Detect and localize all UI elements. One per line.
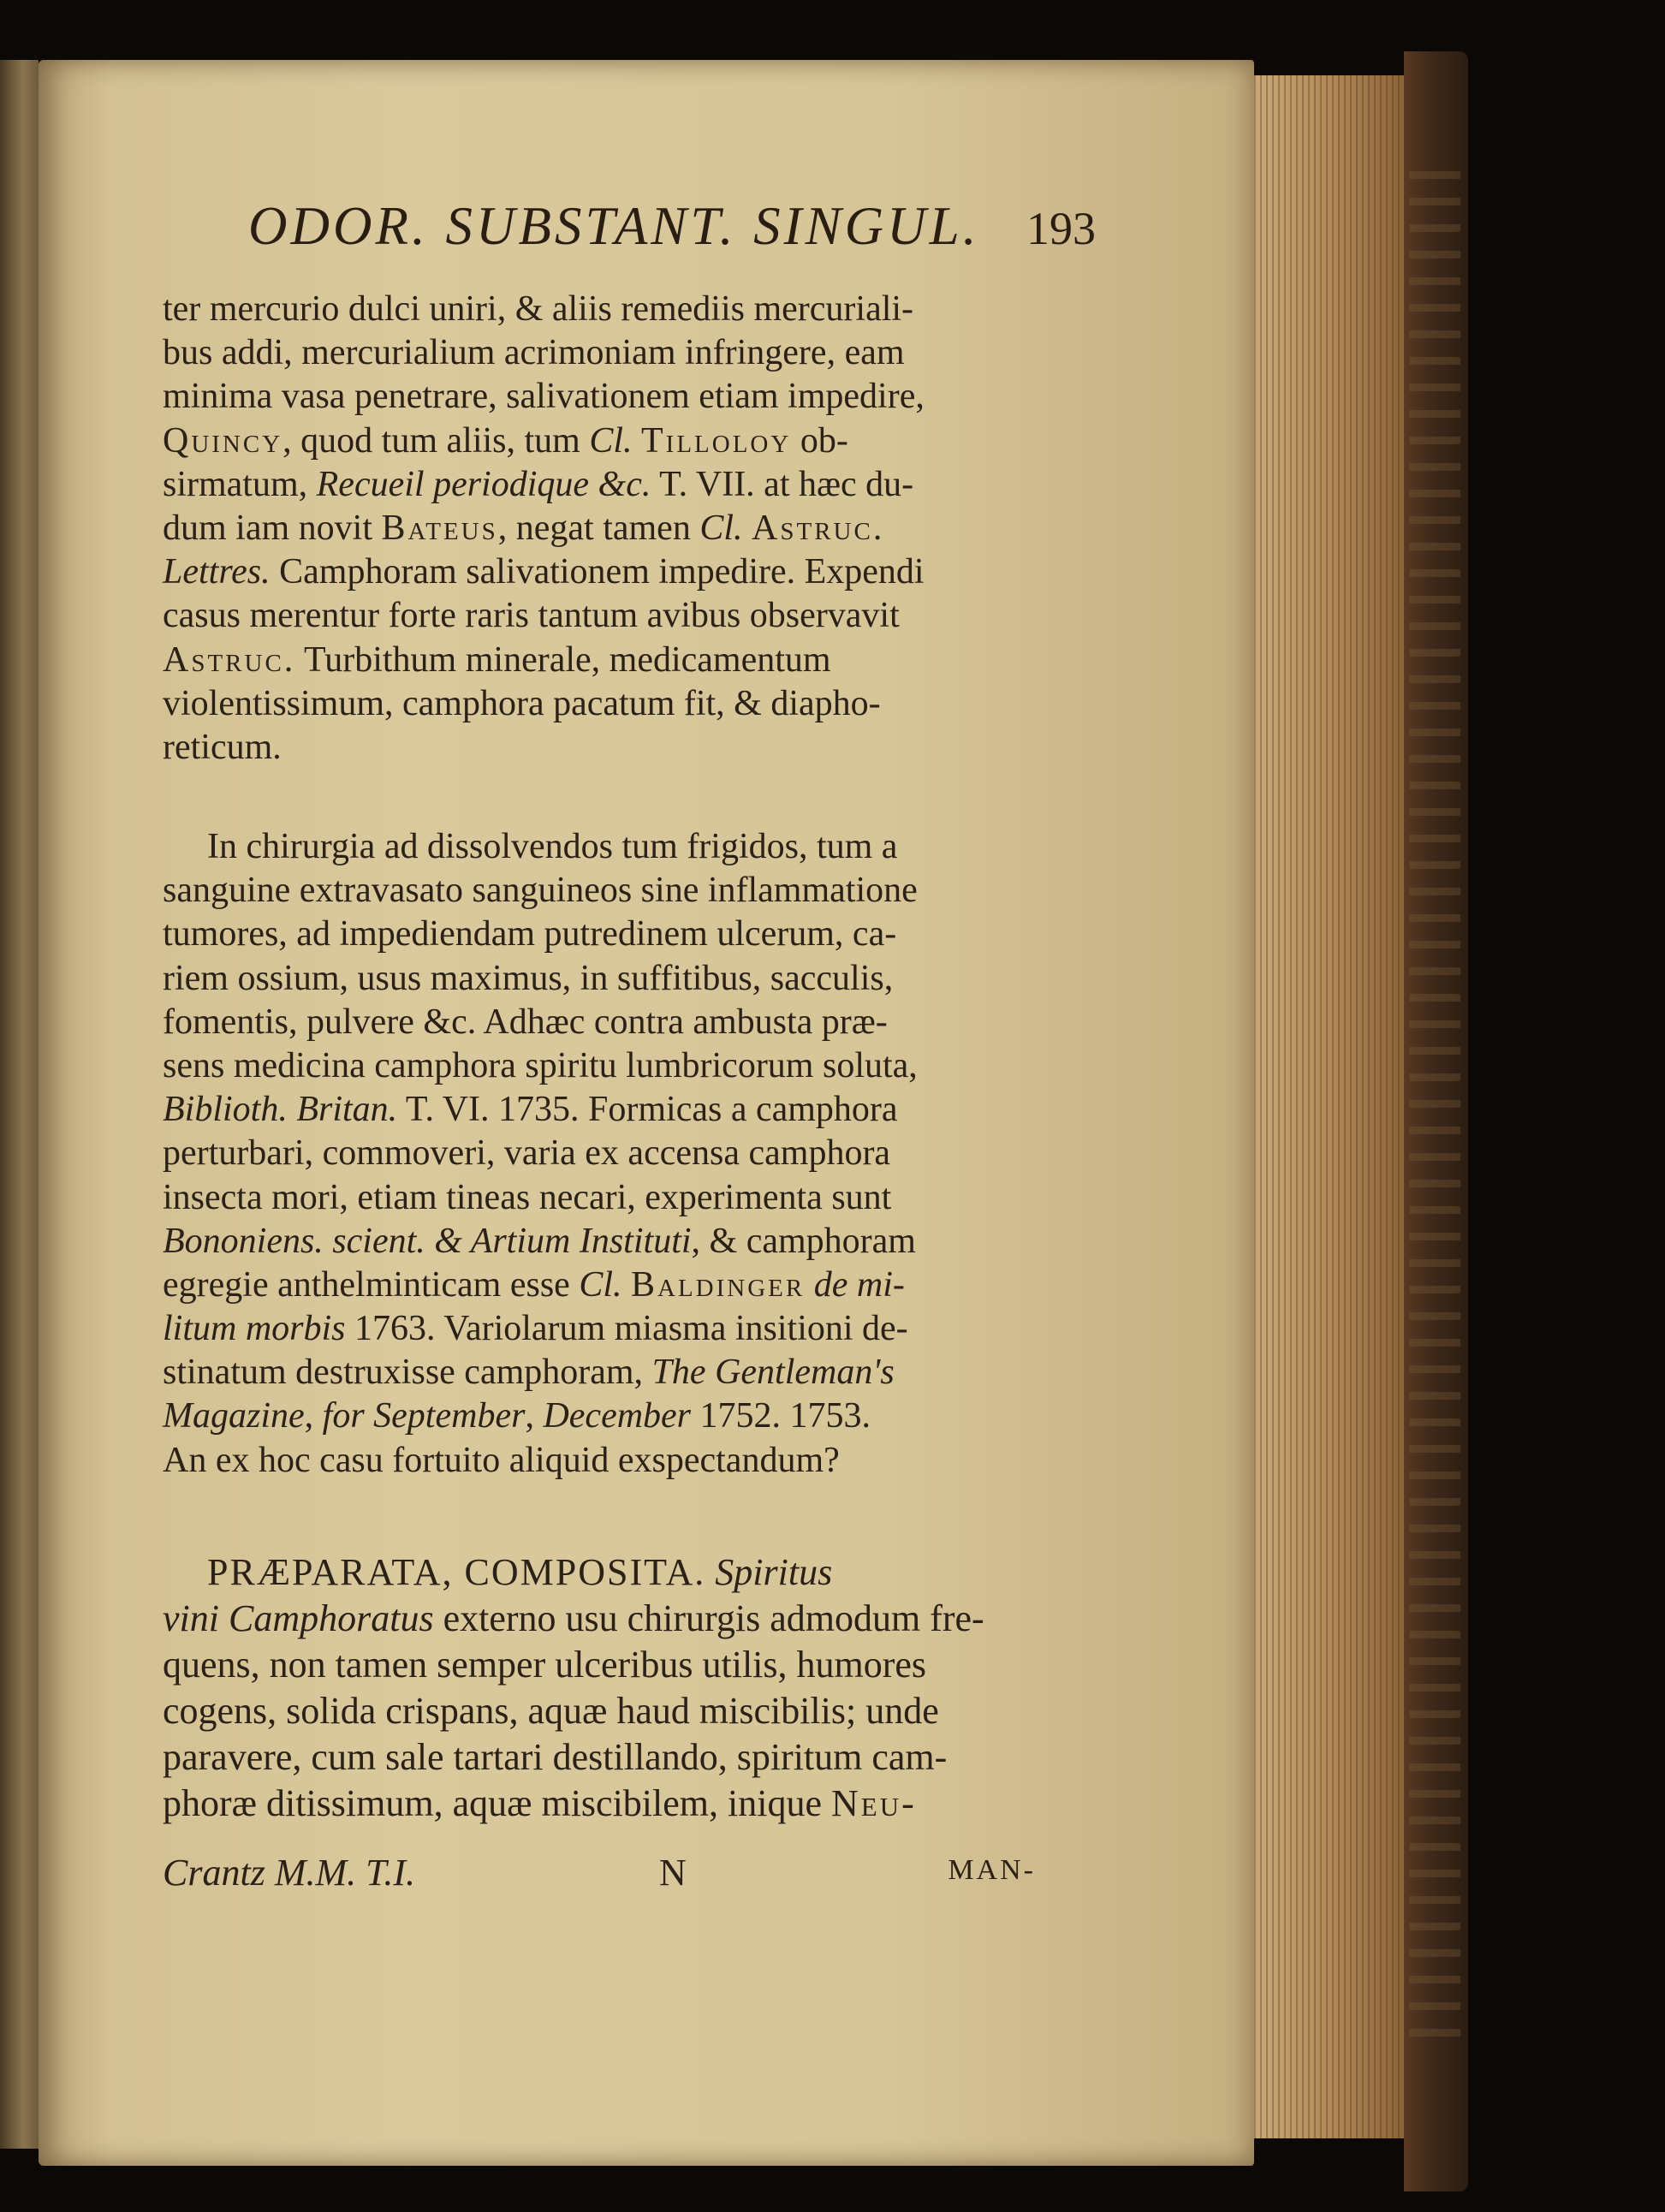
italic-run: Cl. [579, 1264, 622, 1305]
text-line [163, 1176, 1070, 1220]
text-line [163, 1549, 1070, 1596]
printer-signature: Crantz M.M. T.I. [163, 1852, 415, 1894]
text-line [163, 1781, 1070, 1827]
catchword: MAN- [948, 1854, 1036, 1886]
text-run: , & camphoram [691, 1221, 916, 1261]
text-line [163, 288, 1070, 331]
text-run: 1752. 1753. [691, 1396, 871, 1436]
italic-run: Spiritus [715, 1551, 833, 1593]
text-run: sens medicina camphora spiritu lumbricorum soluta, [163, 1045, 918, 1085]
text-line [163, 1132, 1070, 1175]
text-line [163, 1044, 1070, 1088]
text-line [163, 1351, 1070, 1394]
italic-run: Bononiens. scient. & Artium Instituti [163, 1221, 692, 1261]
text-run: quens, non tamen semper ulceribus utilis, humores [163, 1644, 927, 1686]
text-run: bus addi, mercurialium acrimoniam infringere, eam [163, 333, 905, 373]
italic-run: The Gentleman's [651, 1353, 895, 1393]
text-run: externo usu chirurgis admodum fre- [433, 1597, 984, 1639]
text-run: sanguine extravasato sanguineos sine inflammatione [163, 871, 918, 911]
text-line [163, 1642, 1070, 1688]
text-line [163, 825, 1070, 869]
small-caps-run: Tilloloy [641, 420, 792, 461]
text-run [705, 1551, 715, 1593]
text-run [805, 1265, 814, 1305]
text-run: sirmatum, [163, 464, 317, 504]
italic-run: Magazine [163, 1396, 305, 1436]
text-line [163, 1688, 1070, 1734]
text-line [163, 1307, 1070, 1351]
text-line [163, 1734, 1070, 1781]
text-run: fomentis, pulvere &c. Adhæc contra ambusta præ- [163, 1002, 888, 1042]
text-run: cogens, solida crispans, aquæ haud miscibilis; unde [163, 1690, 939, 1732]
text-line [163, 419, 1070, 463]
text-line [163, 682, 1070, 726]
small-caps-run: Bateus [381, 508, 498, 548]
text-run: riem ossium, usus maximus, in suffitibus, sacculis, [163, 958, 894, 998]
page-edges [1254, 75, 1408, 2138]
small-caps-run: Quincy [163, 420, 283, 461]
text-run: stinatum destruxisse camphoram, [163, 1353, 652, 1393]
small-caps-run: Baldinger [631, 1264, 806, 1305]
text-line [163, 1596, 1070, 1642]
italic-run: de mi- [813, 1264, 905, 1305]
text-run: perturbari, commoveri, varia ex accensa camphora [163, 1133, 891, 1174]
text-run: ob- [791, 420, 848, 461]
text-line [163, 869, 1070, 913]
italic-run: December [543, 1396, 692, 1436]
signature-mark: N [659, 1852, 687, 1894]
text-run: reticum. [163, 727, 282, 767]
running-title: ODOR. SUBSTANT. SINGUL. [248, 196, 980, 256]
text-line [163, 463, 1070, 507]
text-line [163, 507, 1070, 550]
paragraph [163, 288, 1070, 770]
text-run: Camphoram salivationem impedire. Expendi [270, 552, 925, 592]
text-line [163, 1220, 1070, 1264]
text-run: T. VI. 1735. Formicas a camphora [397, 1090, 898, 1130]
text-run: casus merentur forte raris tantum avibus observavit [163, 596, 900, 636]
text-line [163, 1001, 1070, 1044]
text-line [163, 1264, 1070, 1307]
small-caps-run: Astruc. [163, 639, 296, 680]
text-run: , [525, 1396, 544, 1436]
text-run: An ex hoc casu fortuito aliquid exspectandum? [163, 1440, 840, 1480]
text-line [163, 1088, 1070, 1132]
paragraph [163, 825, 1070, 1483]
text-run: Turbithum minerale, medicamentum [295, 639, 831, 680]
text-run: ter mercurio dulci uniri, & aliis remediis mercuriali- [163, 289, 914, 329]
text-run: , quod tum aliis, tum [282, 420, 590, 461]
text-line [163, 1394, 1070, 1438]
italic-run: litum morbis [163, 1309, 346, 1349]
cover-texture [1409, 171, 1460, 2054]
text-line [163, 331, 1070, 375]
paragraph [163, 1549, 1070, 1827]
text-line [163, 913, 1070, 956]
text-line [163, 594, 1070, 638]
text-line [163, 375, 1070, 419]
italic-run: Lettres. [163, 552, 271, 592]
small-caps-run: Astruc. [752, 508, 885, 548]
page-number: 193 [1026, 203, 1096, 254]
text-run: paravere, cum sale tartari destillando, spiritum cam- [163, 1736, 948, 1778]
text-run: , negat tamen [497, 508, 700, 548]
text-run: phoræ ditissimum, aquæ miscibilem, inique [163, 1782, 831, 1824]
text-run: , [304, 1396, 323, 1436]
italic-run: Cl. [589, 420, 633, 461]
text-line [163, 957, 1070, 1001]
text-line [163, 550, 1070, 594]
text-run [633, 421, 642, 461]
page-footer [163, 1851, 1070, 1902]
text-run: egregie anthelminticam esse [163, 1264, 580, 1305]
text-line [163, 639, 1070, 682]
text-run: minima vasa penetrare, salivationem etiam impedire, [163, 377, 925, 417]
text-run: tumores, ad impediendam putredinem ulcerum, ca- [163, 914, 897, 954]
heading-run: PRÆPARATA, COMPOSITA. [207, 1551, 706, 1593]
text-run: dum iam novit [163, 508, 382, 548]
italic-run: Recueil periodique &c. [316, 464, 651, 504]
italic-run: Cl. [699, 508, 743, 548]
text-run: T. VII. at hæc du- [651, 464, 914, 504]
text-run: 1763. Variolarum miasma insitioni de- [345, 1309, 908, 1349]
text-run: violentissimum, camphora pacatum fit, & diapho- [163, 683, 881, 723]
italic-run: Biblioth. Britan. [163, 1090, 398, 1130]
left-page-edge [0, 60, 39, 2149]
text-run [743, 508, 752, 548]
text-run: insecta mori, etiam tineas necari, experimenta sunt [163, 1177, 892, 1217]
page-header [248, 195, 1096, 257]
text-line [163, 1439, 1070, 1483]
italic-run: for September [322, 1396, 526, 1436]
small-caps-run: Neu- [830, 1782, 917, 1824]
italic-run: vini Camphoratus [163, 1597, 434, 1639]
text-run [622, 1265, 632, 1305]
text-line [163, 726, 1070, 770]
text-run: In chirurgia ad dissolvendos tum frigidos, tum a [207, 827, 898, 866]
